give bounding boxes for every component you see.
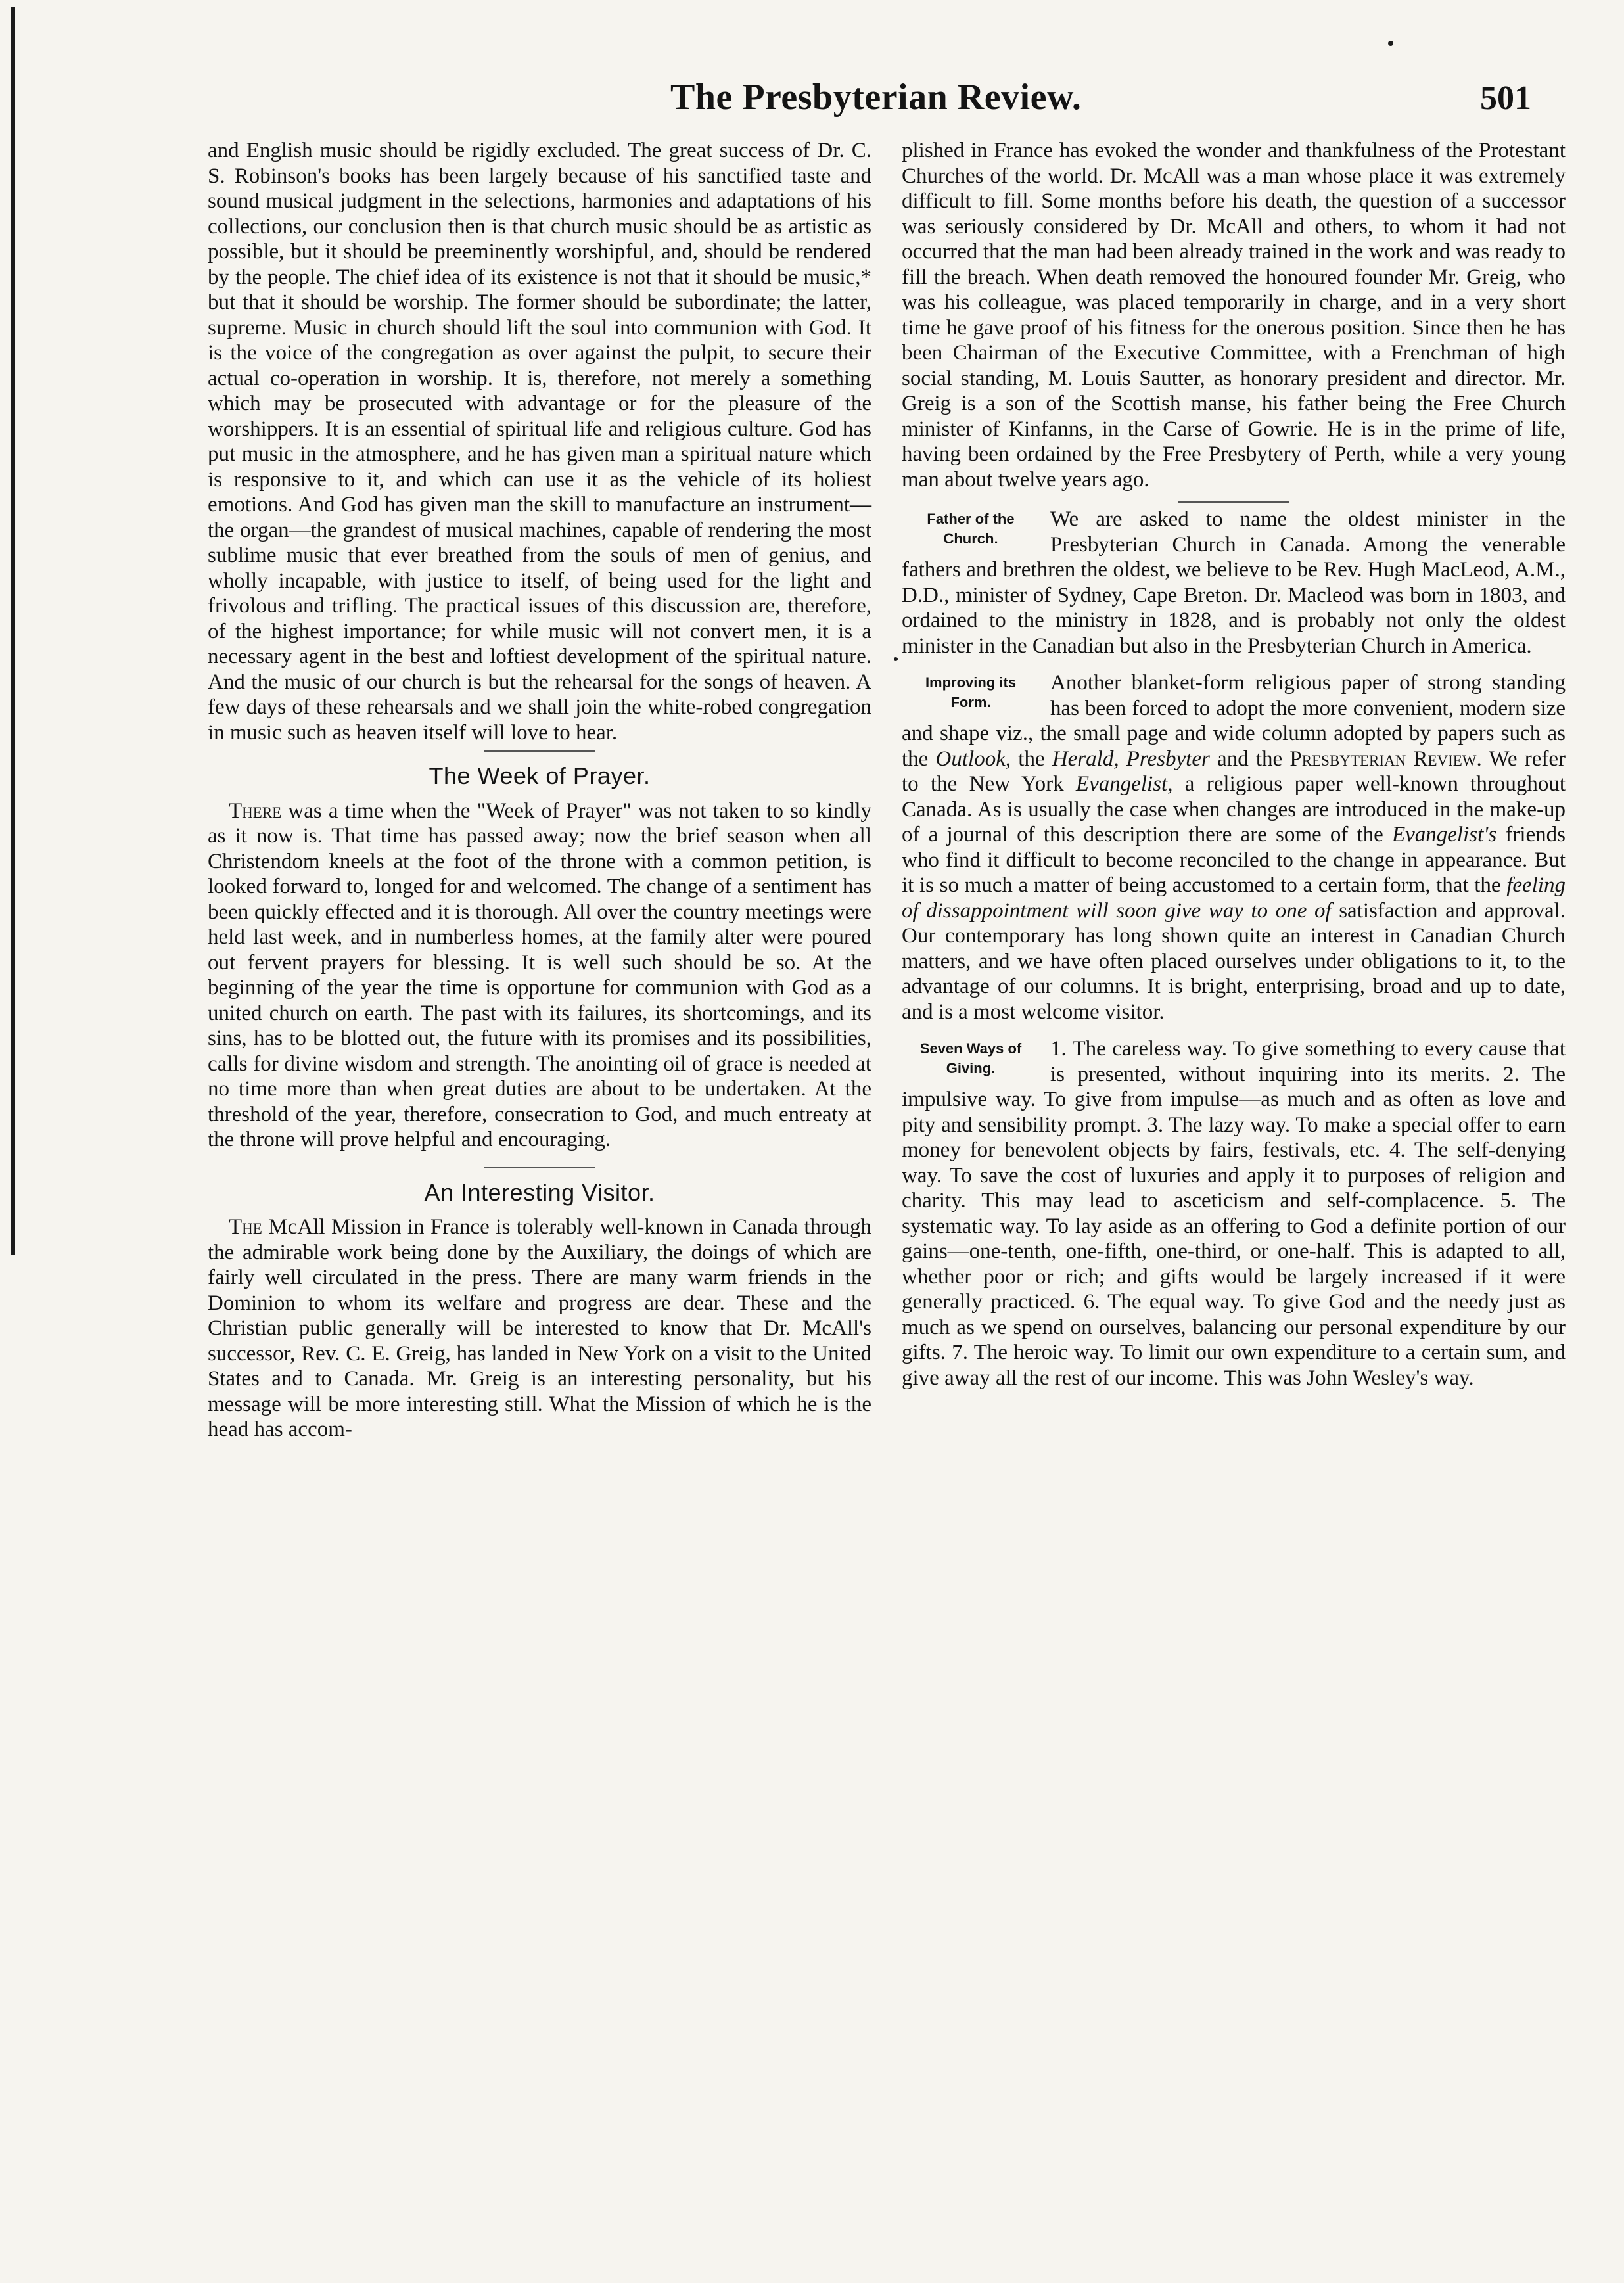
father-of-church-label xyxy=(902,509,1040,549)
herald-title: Herald, Presbyter xyxy=(1052,747,1210,771)
spacer xyxy=(902,1025,1566,1036)
improving-form-text-g: satisfaction and approval. Our contemporary has long shown quite an interest in Canadian Church matters, and we have often placed ourselves under obligations to it, to the advantage of our columns. It is bright, enterprising, broad and up to date, and is a most welcome visitor. xyxy=(902,898,1566,1024)
left-column xyxy=(208,138,871,1442)
improving-form-item xyxy=(902,670,1566,1025)
ink-speck xyxy=(1388,41,1393,46)
father-of-church-item xyxy=(902,507,1566,658)
section-divider xyxy=(484,1167,595,1168)
evangelists-title: Evangelist's xyxy=(1391,823,1497,846)
week-of-prayer-lead: There xyxy=(229,798,282,823)
seven-ways-item xyxy=(902,1036,1566,1391)
week-of-prayer-text: was a time when the "Week of Prayer" was not taken to so kindly as it now is. That time has passed away; now the brief season when all Christendom kneels at the foot of the throne with a common petition, is looked forward to, longed for and welcomed. The change of a sentiment has been quickly effected and it is thorough. All over the country meetings were held last week, and in numberless homes, at the family alter were poured out fervent prayers for blessing. It is well such should be so. At the beginning of the year the time is opportune for communion with God as a united church on earth. The past with its failures, its shortcomings, and its sins, has to be blotted out, the future with its promises and its possibilities, calls for divine wisdom and strength. The anointing oil of grace is needed at no time more than when great duties are about to be undertaken. At the threshold of the year, therefore, consecration to God, and much entreaty at the throne will prove helpful and encouraging. xyxy=(208,798,871,1151)
week-of-prayer-heading: The Week of Prayer. xyxy=(429,762,651,789)
interesting-visitor-body xyxy=(208,1214,871,1442)
interesting-visitor-lead: The xyxy=(229,1215,262,1239)
improving-form-label-line2: Form. xyxy=(950,694,991,710)
improving-form-text-a: Another blanket-form religious paper of strong standing has been forced to adopt the more convenient, modern size and shape viz., the small page and wide column adopted by papers such as the xyxy=(902,671,1566,771)
ink-speck xyxy=(894,657,898,661)
evangelist-title: Evangelist xyxy=(1075,772,1168,796)
improving-form-text-b: , the xyxy=(1005,747,1052,771)
seven-ways-label xyxy=(902,1039,1040,1078)
seven-ways-label-line1: Seven Ways of xyxy=(919,1040,1022,1057)
page-number: 501 xyxy=(1480,80,1531,117)
feeling-phrase: feeling of dissappointment will soon give way to one of xyxy=(902,873,1566,923)
seven-ways-label-line2: Giving. xyxy=(946,1060,996,1076)
father-of-church-text: We are asked to name the oldest minister in the Presbyterian Church in Canada. Among the venerable fathers and brethren the oldest, we believe to be Rev. Hugh MacLeod, A.M., D.D., minister of Sydney, Cape Breton. Dr. Macleod was born in 1803, and ordained to the ministry in 1828, and is probably not only the oldest minister in the Canadian but also in the Presbyterian Church in America. xyxy=(902,507,1566,658)
outlook-title: Outlook xyxy=(935,747,1006,771)
improving-form-text-f: friends who find it difficult to become reconciled to the change in appearance. But it is so much a matter of being accustomed to a certain form, that the xyxy=(902,823,1566,897)
father-of-church-label-line2: Church. xyxy=(943,530,998,547)
review-title: Presbyterian Review xyxy=(1289,747,1477,771)
journal-title: The Presbyterian Review. xyxy=(670,77,1082,118)
improving-form-text xyxy=(902,670,1566,1025)
improving-form-text-c: and the xyxy=(1209,747,1290,771)
improving-form-label-line1: Improving its xyxy=(925,674,1017,691)
improving-form-text-e: , a religious paper well-known throughout Canada. As is usually the case when changes are introduced in the make-up of a journal of this description there are some of the xyxy=(902,772,1566,846)
week-of-prayer-body xyxy=(208,798,871,1153)
page-header xyxy=(210,76,1531,129)
seven-ways-text: 1. The careless way. To give something to every cause that is presented, without inquiring into its merits. 2. The impulsive way. To give from impulse—as much and as often as love and pity and sensibility prompt. 3. The lazy way. To make a special offer to earn money for benevolent objects by fairs, festivals, etc. 4. The self-denying way. To save the cost of luxuries and apply it to purposes of religion and charity. This may lead to asceticism and self-complacence. 5. The systematic way. To lay aside as an offering to God a definite portion of our gains—one-tenth, one-fifth, one-third, or one-half. This is adapted to all, whether poor or rich; and gifts would be largely increased if it were generally practiced. 6. The equal way. To give God and the needy just as much as we spend on ourselves, balancing our personal expenditure by our gifts. 7. The heroic way. To limit our own expenditure to a certain sum, and give away all the rest of our income. This was John Wesley's way. xyxy=(902,1037,1566,1390)
interesting-visitor-text: McAll Mission in France is tolerably well-known in Canada through the admirable work being done by the Auxiliary, the doings of which are fairly well circulated in the press. There are many warm friends in the Dominion to whom its welfare and progress are dear. These and the Christian public generally will be interested to know that Dr. McAll's successor, Rev. C. E. Greig, has landed in New York on a visit to the United States and to Canada. Mr. Greig is an interesting personality, but his message will be more interesting still. What the Mission of which he is the head has accom- xyxy=(208,1215,871,1441)
section-divider xyxy=(1178,501,1289,503)
visitor-continued: plished in France has evoked the wonder and thankfulness of the Protestant Churches of the world. Dr. McAll was a man whose place it was extremely difficult to fill. Some months before his death, the question of a successor was seriously considered by Dr. McAll and others, to whom it had not occurred that the man had been already trained in the work and was ready to fill the breach. When death removed the honoured founder Mr. Greig, who was his colleague, was placed temporarily in charge, and in a very short time he gave proof of his fitness for the onerous position. Since then he has been Chairman of the Executive Committee, with a Frenchman of high social standing, M. Louis Sautter, as honorary president and director. Mr. Greig is a son of the Scottish manse, his father being the Free Church minister of Kinfanns, in the Carse of Gowrie. He is in the prime of life, having been ordained by the Free Presbytery of Perth, while a very young man about twelve years ago. xyxy=(902,139,1566,492)
spacer xyxy=(902,658,1566,670)
father-of-church-label-line1: Father of the xyxy=(927,511,1015,527)
improving-form-text-d: . We refer to the New York xyxy=(902,747,1566,796)
interesting-visitor-heading: An Interesting Visitor. xyxy=(424,1178,655,1206)
section-divider xyxy=(484,750,595,752)
music-paragraph: and English music should be rigidly excluded. The great success of Dr. C. S. Robinson's books has been largely because of his sanctified taste and sound musical judgment in the selections, harmonies and adaptations of his collections, our conclusion then is that church music should be as artistic as possible, but it should be preeminently worshipful, and, should be rendered by the people. The chief idea of its existence is not that it should be music,* but that it should be worship. The former should be subordinate; the latter, supreme. Music in church should lift the soul into communion with God. It is the voice of the congregation as over against the pulpit, to secure their actual co-operation in worship. It is, therefore, not merely a something which may be prosecuted with advantage or for the pleasure of the worshippers. It is an essential of spiritual life and religious culture. God has put music in the atmosphere, and he has given man a spiritual nature which is responsive to it, and which can use it as the vehicle of its holiest emotions. And God has given man the skill to manufacture an instrument—the organ—the grandest of musical machines, capable of rendering the most sublime music that ever breathed from the souls of men of genius, and wholly incapable, with justice to itself, of being used for the light and frivolous and trifling. The practical issues of this discussion are, therefore, of the highest importance; for while music will not convert men, it is a necessary agent in the best and loftiest development of the spiritual nature. And the music of our church is but the rehearsal for the songs of heaven. A few days of these rehearsals and we shall join the white-robed congregation in music such as heaven itself will love to hear. xyxy=(208,139,871,745)
right-column xyxy=(902,138,1566,1391)
left-margin-rule xyxy=(11,7,15,1255)
improving-form-label xyxy=(902,673,1040,712)
